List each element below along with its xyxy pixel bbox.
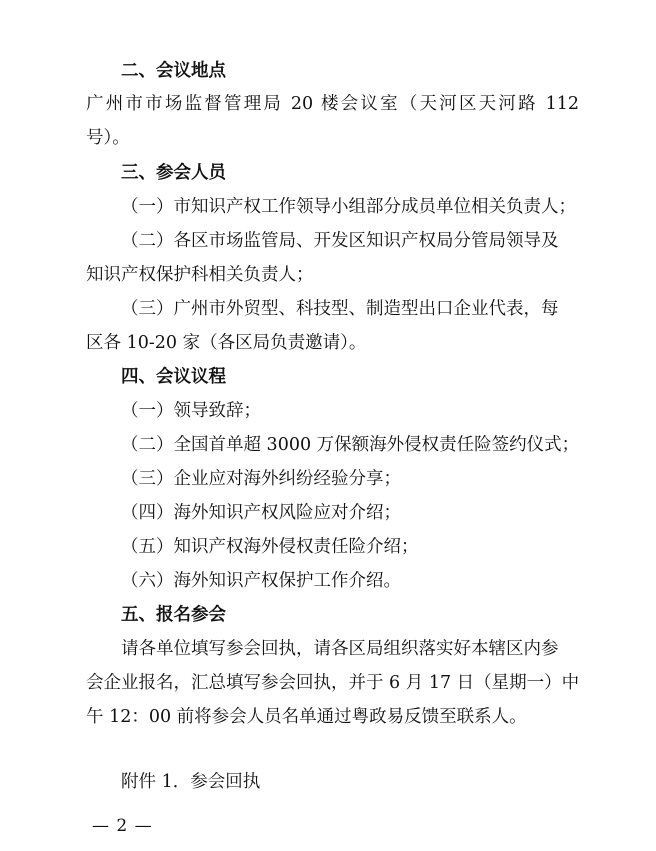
registration-text-line: 会企业报名，汇总填写参会回执，并于 6 月 17 日（星期一）中	[86, 673, 580, 693]
agenda-item: （三）企业应对海外纠纷经验分享；	[121, 469, 401, 489]
section-heading-registration: 五、报名参会	[121, 605, 226, 625]
agenda-item: （五）知识产权海外侵权责任险介绍；	[121, 537, 419, 557]
location-text-line: 号）。	[86, 128, 130, 148]
section-heading-agenda: 四、会议议程	[121, 367, 226, 387]
attendee-item: （三）广州市外贸型、科技型、制造型出口企业代表，每	[121, 299, 559, 319]
agenda-item: （一）领导致辞；	[121, 401, 261, 421]
registration-text-line: 午 12：00 前将参会人员名单通过粤政易反馈至联系人。	[86, 707, 527, 727]
attachment-note: 附件 1．参会回执	[121, 772, 261, 792]
page-number: — 2 —	[92, 816, 153, 836]
section-heading-attendees: 三、参会人员	[121, 163, 226, 183]
agenda-item: （四）海外知识产权风险应对介绍；	[121, 503, 401, 523]
attendee-item-continued: 区各 10-20 家（各区局负责邀请）。	[86, 333, 367, 353]
attendee-item: （一）市知识产权工作领导小组部分成员单位相关负责人；	[121, 197, 576, 217]
attendee-item: （二）各区市场监管局、开发区知识产权局分管局领导及	[121, 231, 559, 251]
section-heading-location: 二、会议地点	[121, 61, 226, 81]
agenda-item: （六）海外知识产权保护工作介绍。	[121, 571, 401, 591]
registration-text-line: 请各单位填写参会回执，请各区局组织落实好本辖区内参	[121, 639, 559, 659]
attendee-item-continued: 知识产权保护科相关负责人；	[86, 265, 314, 285]
location-text-line: 广州市市场监督管理局 20 楼会议室（天河区天河路 112	[86, 94, 579, 114]
agenda-item: （二）全国首单超 3000 万保额海外侵权责任险签约仪式；	[121, 435, 580, 455]
